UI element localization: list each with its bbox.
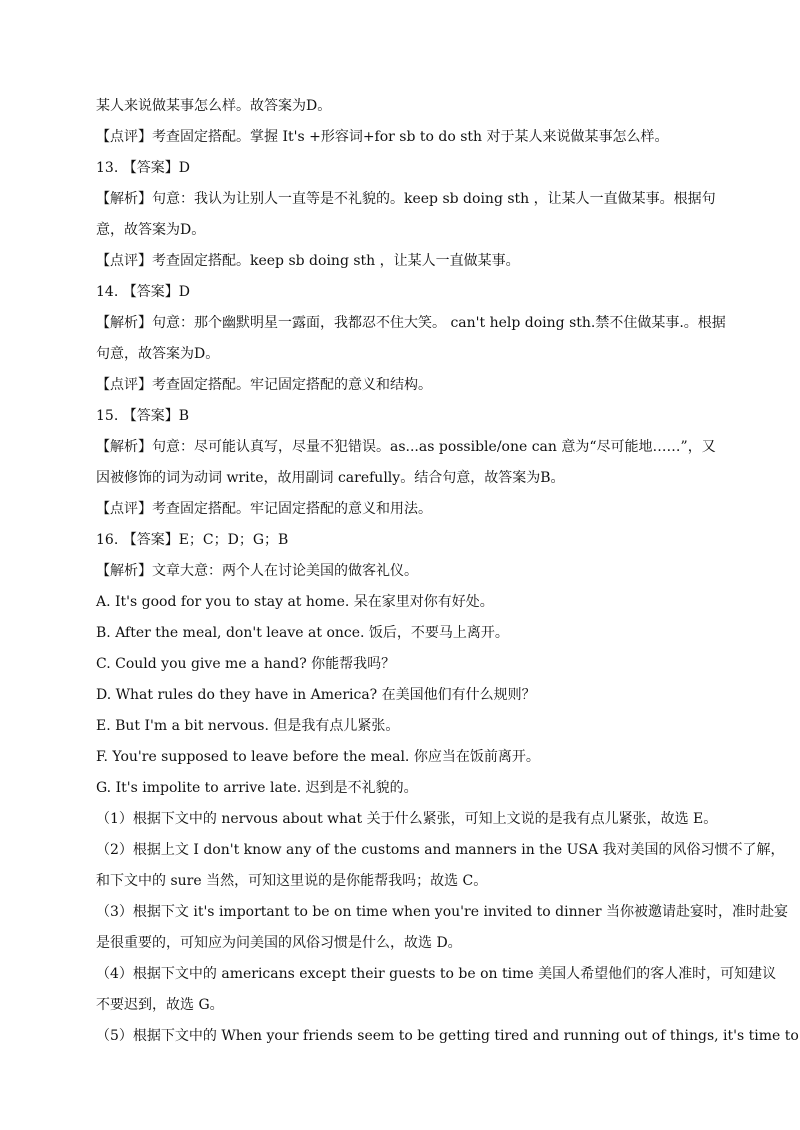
text-line: 【解析】句意：尽可能认真写，尽量不犯错误。as...as possible/one can 意为“尽可能地……”，又 [96, 439, 716, 455]
text-line: 【点评】考查固定搭配。掌握 It's +形容词+for sb to do sth 对于某人来说做某事怎么样。 [96, 129, 669, 145]
text-line: 【解析】句意：那个幽默明星一露面，我都忍不住大笑。 can't help doing sth.禁不住做某事.。根据 [96, 315, 726, 331]
text-line: 14. 【答案】D [96, 284, 190, 300]
text-line: 【点评】考查固定搭配。牢记固定搭配的意义和结构。 [96, 377, 432, 393]
text-line: A. It's good for you to stay at home. 呆在家里对你有好处。 [96, 594, 494, 610]
text-line: G. It's impolite to arrive late. 迟到是不礼貌的。 [96, 780, 418, 796]
text-line: 【解析】文章大意：两个人在讨论美国的做客礼仪。 [96, 563, 418, 579]
text-line: 16. 【答案】E；C；D；G；B [96, 532, 289, 548]
text-line: （2）根据上文 I don't know any of the customs and manners in the USA 我对美国的风俗习惯不了解， [96, 842, 785, 858]
text-line: D. What rules do they have in America? 在美国他们有什么规则？ [96, 687, 536, 703]
text-line: 某人来说做某事怎么样。故答案为D。 [96, 98, 332, 114]
text-line: 和下文中的 sure 当然，可知这里说的是你能帮我吗；故选 C。 [96, 873, 488, 889]
text-line: C. Could you give me a hand? 你能帮我吗？ [96, 656, 396, 672]
text-line: B. After the meal, don't leave at once. 饭后，不要马上离开。 [96, 625, 509, 641]
text-line: （5）根据下文中的 When your friends seem to be getting tired and running out of things, it's time to [96, 1028, 799, 1044]
text-line: 13. 【答案】D [96, 160, 190, 176]
text-line: 15. 【答案】B [96, 408, 190, 424]
text-line: E. But I'm a bit nervous. 但是我有点儿紧张。 [96, 718, 400, 734]
text-line: 意，故答案为D。 [96, 222, 206, 238]
text-line: 【点评】考查固定搭配。牢记固定搭配的意义和用法。 [96, 501, 432, 517]
text-line: （1）根据下文中的 nervous about what 关于什么紧张，可知上文说的是我有点儿紧张，故选 E。 [96, 811, 718, 827]
text-line: 不要迟到，故选 G。 [96, 997, 224, 1013]
text-line: （3）根据下文 it's important to be on time when you're invited to dinner 当你被邀请赴宴时，准时赴宴 [96, 904, 789, 920]
text-line: 句意，故答案为D。 [96, 346, 220, 362]
text-line: （4）根据下文中的 americans except their guests to be on time 美国人希望他们的客人准时，可知建议 [96, 966, 777, 982]
text-line: 【解析】句意：我认为让别人一直等是不礼貌的。keep sb doing sth ，让某人一直做某事。根据句 [96, 191, 716, 207]
text-line: 是很重要的，可知应为问美国的风俗习惯是什么，故选 D。 [96, 935, 462, 951]
text-line: F. You're supposed to leave before the meal. 你应当在饭前离开。 [96, 749, 540, 765]
text-line: 【点评】考查固定搭配。keep sb doing sth ，让某人一直做某事。 [96, 253, 520, 269]
text-line: 因被修饰的词为动词 write，故用副词 carefully。结合句意，故答案为B。 [96, 470, 565, 486]
